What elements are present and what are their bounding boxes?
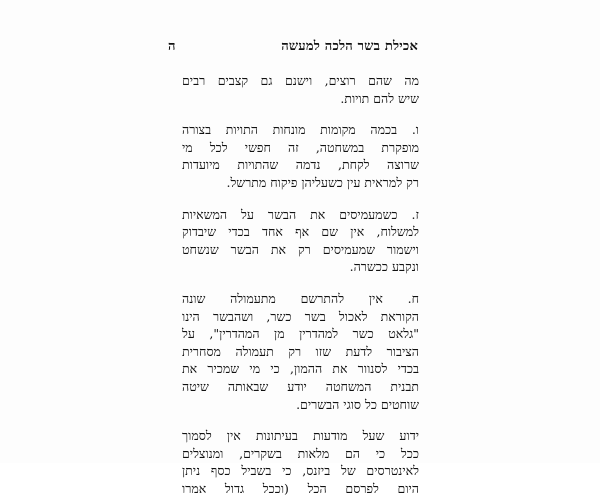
text-line: הציבור לדעת שזו רק תעמולה מסחרית — [182, 343, 419, 359]
text-line: שרוצה לקחת, נדמה שהתויות מיועדות — [182, 157, 419, 173]
page-number: ה — [168, 39, 176, 54]
paragraph — [182, 121, 419, 191]
running-header — [168, 38, 418, 58]
paragraph — [182, 206, 419, 276]
text-line: לאינטרסים של ביזנס, כי בשביל כסף ניתן — [182, 463, 419, 479]
paragraph — [182, 72, 419, 107]
text-line: ו. בכמה מקומות מונחות התויות בצורה — [182, 122, 419, 138]
text-line: שוחטים כל סוגי הבשרים. — [296, 396, 419, 412]
text-line: ככל כי הם מלאות בשקרים, ומנוצלים — [182, 445, 419, 461]
text-line: הקוראת לאכול בשר כשר, ושהבשר הינו — [182, 308, 419, 324]
text-line: היום לפרסם הכל (וככל גדול אמרו — [182, 480, 419, 496]
text-line: ונקבע ככשרה. — [349, 259, 419, 275]
text-line: ח. אין להתרשם מתעמולה שונה — [182, 290, 419, 306]
text-line: וישמור שמעמיסים רק את הבשר שנשחט — [182, 241, 419, 257]
header-title: אכילת בשר הלכה למעשה — [281, 39, 418, 54]
paragraph — [182, 427, 419, 497]
paragraph — [182, 290, 419, 413]
text-line: ז. כשמעמיסים את הבשר על המשאיות — [182, 206, 419, 222]
text-line: ידוע שעל מודעות בעיתונות אין לסמוך — [182, 428, 419, 444]
text-line: למשלוח, אין שם אף אחד בכדי שיבדוק — [182, 224, 419, 240]
text-line: רק למראית עין כשעליהן פיקוח מתרשל. — [226, 174, 419, 190]
text-line: בכדי לסנוור את ההמון, כי מי שמכיר את — [182, 361, 419, 377]
text-line: שיש להם תויות. — [340, 90, 419, 106]
body-text — [182, 72, 419, 497]
text-line: תבנית המשחטה יודע שבאותה שיטה — [182, 378, 419, 394]
text-line: מה שהם רוצים, וישנם גם קצבים רבים — [182, 73, 419, 88]
text-line: מופקרת במשחטה, זה חפשי לכל מי — [182, 139, 419, 155]
text-line: "גלאט כשר למהדרין מן המהדרין", על — [182, 326, 419, 342]
